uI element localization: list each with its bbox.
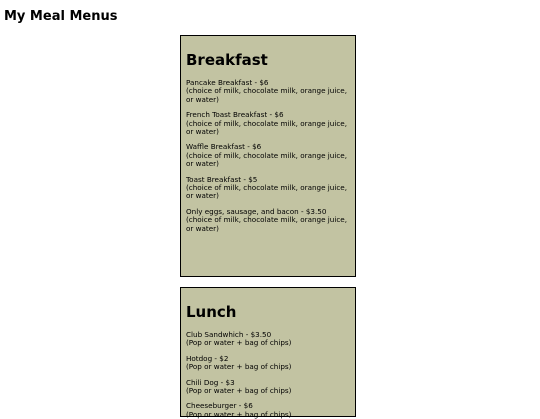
menu-item-options: (Pop or water + bag of chips) xyxy=(186,409,292,419)
menu-item-options: (choice of milk, chocolate milk, orange juice, or water) xyxy=(186,86,347,104)
menu-item-options: (choice of milk, chocolate milk, orange juice, or water) xyxy=(186,118,347,137)
menu-item-name: Club Sandwhich - $3.50 xyxy=(186,330,272,339)
breakfast-item xyxy=(186,79,355,104)
menu-item-options: (choice of milk, chocolate milk, orange juice, or water) xyxy=(186,150,347,169)
breakfast-item xyxy=(186,176,355,201)
lunch-item xyxy=(186,355,355,372)
lunch-item xyxy=(186,331,355,348)
menu-item-options: (choice of milk, chocolate milk, orange juice, or water) xyxy=(186,215,347,233)
breakfast-item xyxy=(186,111,355,136)
breakfast-item xyxy=(186,143,355,168)
menu-item-name: Waffle Breakfast - $6 xyxy=(186,142,262,152)
menu-item-name: Chili Dog - $3 xyxy=(186,377,235,387)
menu-item-name: Hotdog - $2 xyxy=(186,353,229,363)
lunch-menu-card xyxy=(180,287,356,417)
breakfast-heading: Breakfast xyxy=(186,51,268,69)
lunch-item xyxy=(186,402,355,419)
breakfast-menu-card xyxy=(180,35,356,277)
menu-item-name: Only eggs, sausage, and bacon - $3.50 xyxy=(186,206,327,216)
menu-item-name: Cheeseburger - $6 xyxy=(186,401,253,411)
menu-item-options: (Pop or water + bag of chips) xyxy=(186,386,292,396)
breakfast-item xyxy=(186,208,355,233)
lunch-heading: Lunch xyxy=(186,303,237,321)
menu-item-name: Toast Breakfast - $5 xyxy=(186,174,258,184)
breakfast-item-list xyxy=(186,79,355,233)
lunch-item xyxy=(186,379,355,396)
menu-item-options: (choice of milk, chocolate milk, orange juice, or water) xyxy=(186,183,347,201)
page-title: My Meal Menus xyxy=(4,9,118,24)
menu-item-options: (Pop or water + bag of chips) xyxy=(186,338,292,348)
menu-item-name: French Toast Breakfast - $6 xyxy=(186,110,284,120)
menu-item-name: Pancake Breakfast - $6 xyxy=(186,78,269,87)
lunch-item-list xyxy=(186,331,355,419)
menu-item-options: (Pop or water + bag of chips) xyxy=(186,362,292,372)
